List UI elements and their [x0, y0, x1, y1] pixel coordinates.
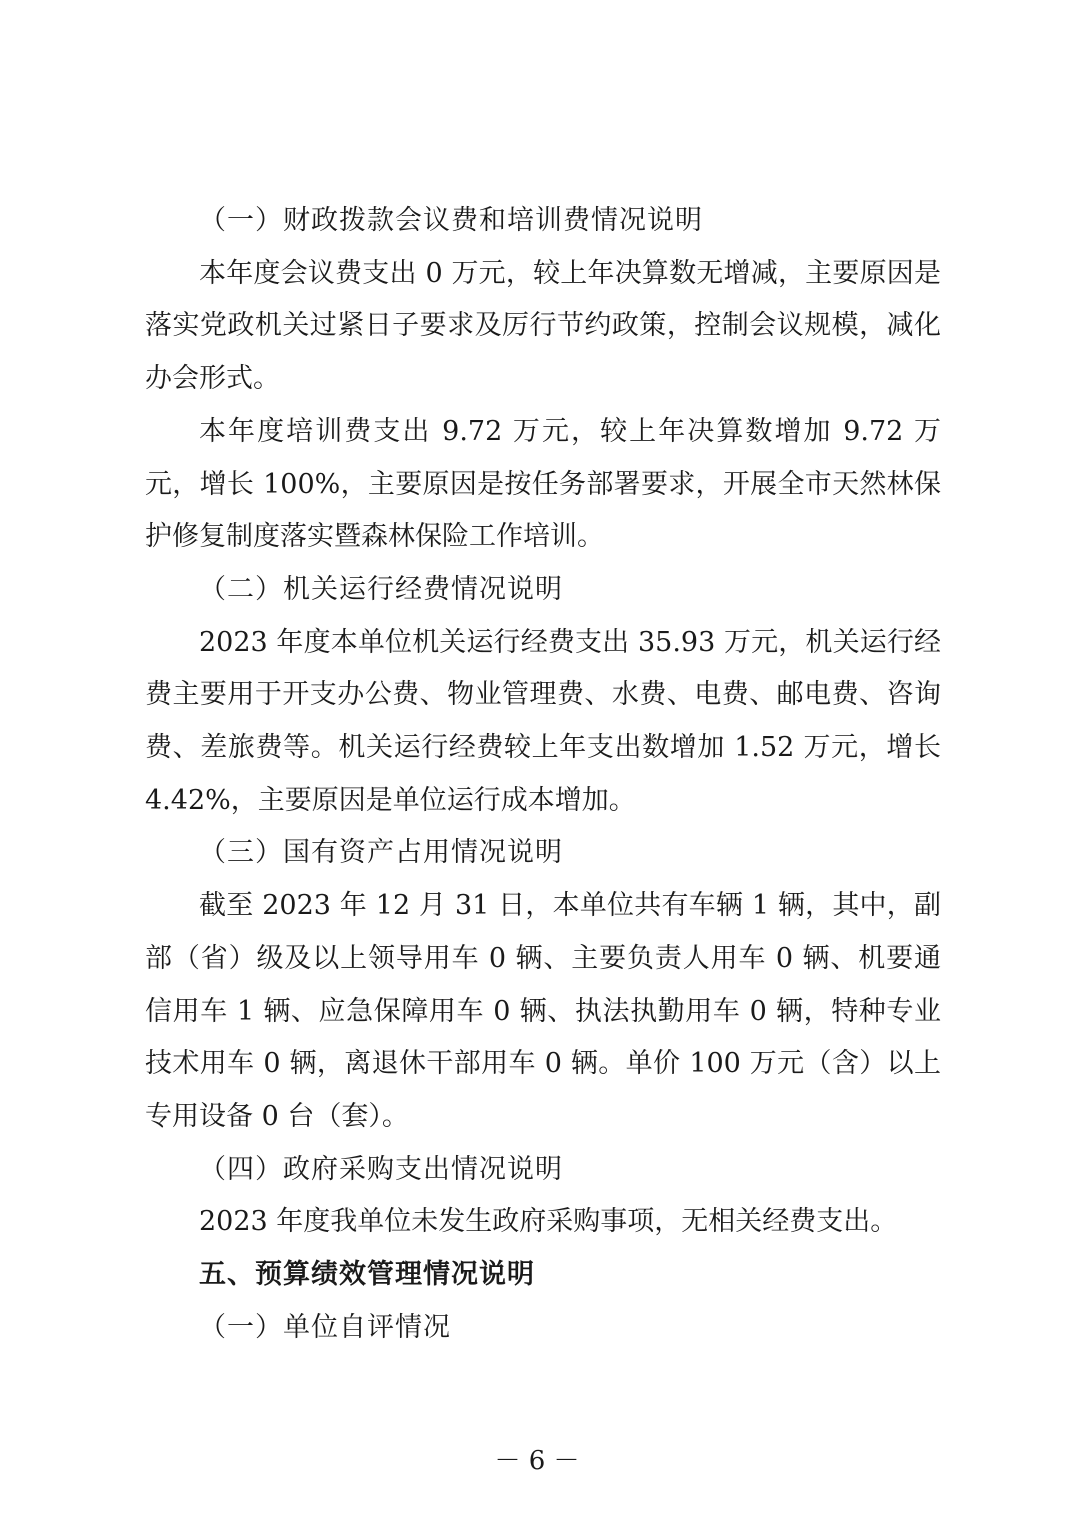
paragraph-state-assets: 截至 2023 年 12 月 31 日，本单位共有车辆 1 辆，其中，副部（省）级及以上领导用车 0 辆、主要负责人用车 0 辆、机要通信用车 1 辆、应急保障用车 0 辆、执法执勤用车 0 辆，特种专业技术用车 0 辆，离退休干部用车 0 辆。单价 100 万元（含）以上专用设备 0 台（套）。 [145, 890, 941, 1132]
section-heading-self-evaluation: （一）单位自评情况 [199, 1311, 451, 1343]
chapter-heading-performance-management: 五、预算绩效管理情况说明 [199, 1259, 535, 1291]
paragraph-meeting-fees: 本年度会议费支出 0 万元，较上年决算数无增减，主要原因是落实党政机关过紧日子要求及厉行节约政策，控制会议规模，减化办会形式。 [145, 257, 941, 395]
section-heading-government-procurement: （四）政府采购支出情况说明 [199, 1153, 563, 1185]
paragraph-operating-expenses: 2023 年度本单位机关运行经费支出 35.93 万元，机关运行经费主要用于开支办公费、物业管理费、水费、电费、邮电费、咨询费、差旅费等。机关运行经费较上年支出数增加 1.52 万元，增长 4.42%，主要原因是单位运行成本增加。 [145, 626, 941, 816]
paragraph-government-procurement: 2023 年度我单位未发生政府采购事项，无相关经费支出。 [199, 1206, 898, 1238]
section-heading-operating-expenses: （二）机关运行经费情况说明 [199, 573, 563, 605]
page-number: － 6 － [494, 1446, 580, 1476]
paragraph-training-fees: 本年度培训费支出 9.72 万元，较上年决算数增加 9.72 万元，增长 100%，主要原因是按任务部署要求，开展全市天然林保护修复制度落实暨森林保险工作培训。 [145, 415, 941, 553]
document-body [145, 195, 941, 1354]
section-heading-state-assets: （三）国有资产占用情况说明 [199, 837, 563, 869]
section-heading-meeting-training-fees: （一）财政拨款会议费和培训费情况说明 [199, 205, 703, 236]
